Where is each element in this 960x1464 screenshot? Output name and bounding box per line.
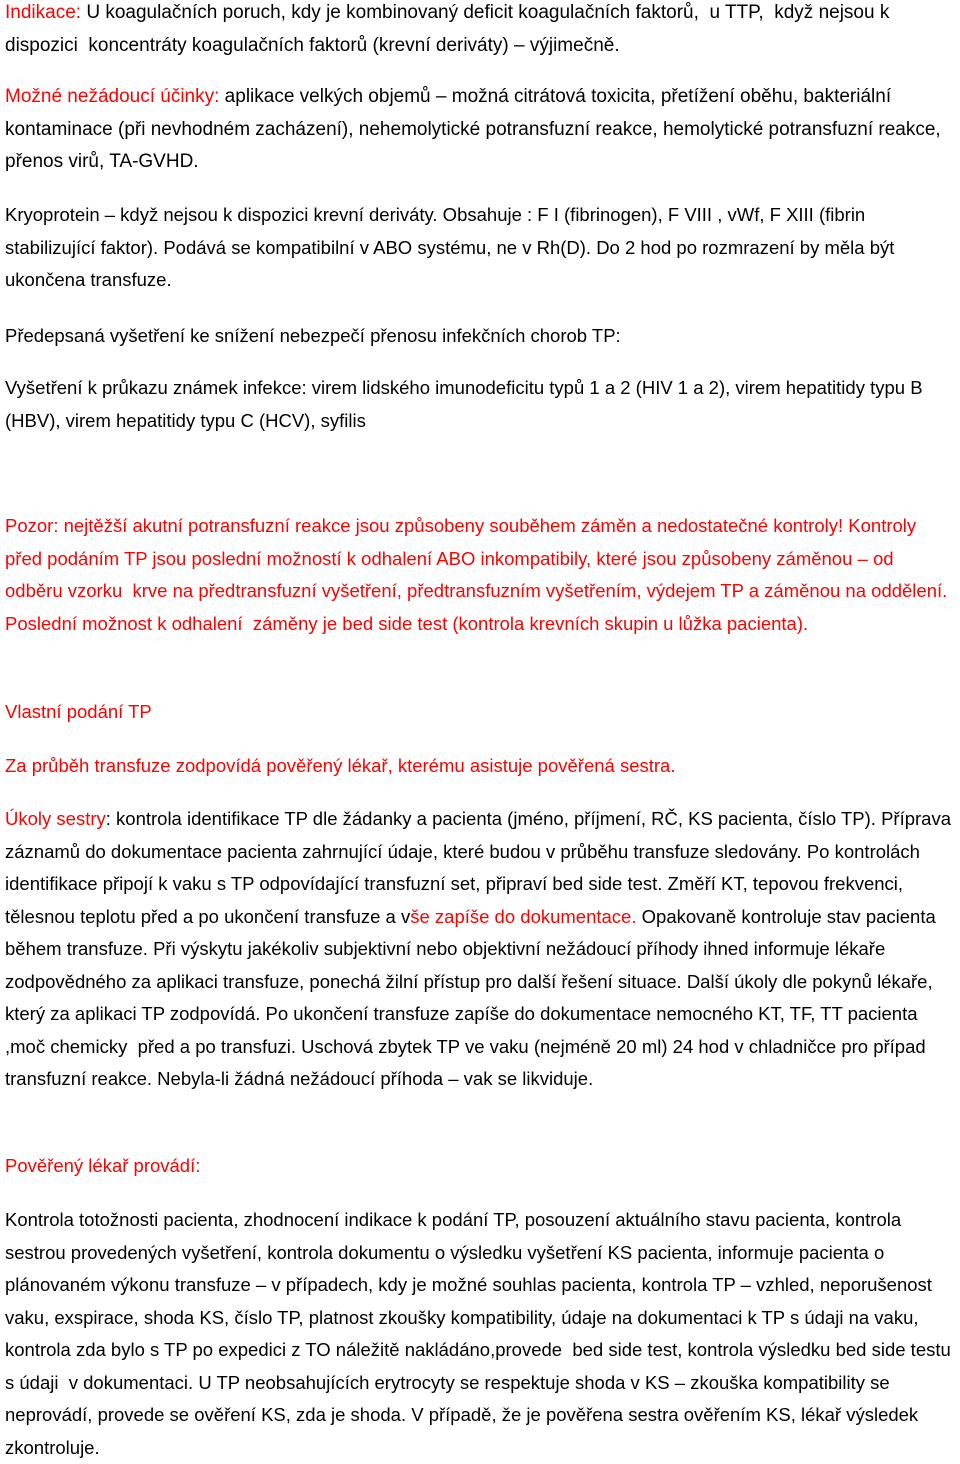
vysetreni-text: Vyšetření k průkazu známek infekce: virem lidského imunodeficitu typů 1 a 2 (HIV 1 a 2), virem hepatitidy typu B (HBV), virem hepatitidy typu C (HCV), syfilis <box>5 377 928 431</box>
heading-vlastni-podani <box>5 696 152 729</box>
kontrola-text: Kontrola totožnosti pacienta, zhodnocení indikace k podání TP, posouzení aktuálního stavu pacienta, kontrola sestrou provedených vyšetření, kontrola dokumentu o výsledku vyšetření KS pacienta, informuje pacienta o plánovaném výkonu transfuze – v případech, kdy je možné souhlas pacienta, kontrola TP – vzhled, neporušenost vaku, exspirace, shoda KS, číslo TP, platnost zkoušky kompatibility, údaje na dokumentaci k TP s údaji na vaku, kontrola zda bylo s TP po expedici z TO náležitě nakládáno,provede bed side test, kontrola výsledku bed side testu s údaji v dokumentaci. U TP neobsahujících erytrocyty se respektuje shoda v KS – zkouška kompatibility se neprovádí, provede se ověření KS, zda je shoda. V případě, že je pověřena sestra ověřením KS, lékař výsledek zkontroluje. <box>5 1209 956 1458</box>
ucinky-label: Možné nežádoucí účinky: <box>5 86 220 107</box>
paragraph-kontrola-lekar <box>5 1204 955 1464</box>
pozor-text: Pozor: nejtěžší akutní potransfuzní reakce jsou způsobeny souběhem záměn a nedostatečné kontroly! Kontroly před podáním TP jsou poslední možností k odhalení ABO inkompatibily, které jsou způsobeny záměnou – od odběru vzorku krve na předtransfuzní vyšetření, předtransfuzním vyšetřením, výdejem TP a záměnou na oddělení. Poslední možnost k odhalení záměny je bed side test (kontrola krevních skupin u lůžka pacienta). <box>5 515 953 634</box>
ukoly-sestry-text-1: : kontrola identifikace TP dle žádanky a pacienta (jméno, příjmení, RČ, KS pacienta, číslo TP). Příprava záznamů do dokumentace pacienta zahrnující údaje, které budou v průběhu transfuze sledovány. Po kontrolách identifikace připojí k vaku s TP odpovídající transfuzní set, připraví bed side test. Změří KT, tepovou frekvenci, tělesnou teplotu před a po ukončení transfuze a v <box>5 808 957 927</box>
ucinky-text: aplikace velkých objemů – možná citrátová toxicita, přetížení oběhu, bakteriální kontaminace (při nevhodném zacházení), nehemolytické potransfuzní reakce, hemolytické potransfuzní reakce, přenos virů, TA-GVHD. <box>5 86 946 172</box>
paragraph-ukoly-sestry <box>5 803 955 1096</box>
vlastni-podani-text: Vlastní podání TP <box>5 701 152 722</box>
indikace-text: U koagulačních poruch, kdy je kombinovaný deficit koagulačních faktorů, u TTP, když nejsou k dispozici koncentráty koagulačních faktorů (krevní deriváty) – výjimečně. <box>5 2 895 56</box>
paragraph-zodpovednost <box>5 750 675 783</box>
predepsana-text: Předepsaná vyšetření ke snížení nebezpečí přenosu infekčních chorob TP: <box>5 325 621 346</box>
paragraph-kryoprotein <box>5 199 955 297</box>
povereny-lekar-text: Pověřený lékař provádí: <box>5 1155 201 1176</box>
indikace-label: Indikace: <box>5 2 82 23</box>
paragraph-indikace <box>5 0 955 62</box>
ukoly-sestry-highlight: še zapíše do dokumentace. <box>410 905 637 927</box>
paragraph-predepsana-vysetreni <box>5 320 621 353</box>
kryoprotein-text: Kryoprotein – když nejsou k dispozici krevní deriváty. Obsahuje : F I (fibrinogen), F VIII , vWf, F XIII (fibrin stabilizující faktor). Podává se kompatibilní v ABO systému, ne v Rh(D). Do 2 hod po rozmrazení by měla být ukončena transfuze. <box>5 204 900 290</box>
heading-povereny-lekar <box>5 1150 200 1183</box>
ukoly-sestry-label: Úkoly sestry <box>5 808 106 829</box>
paragraph-nezadouci-ucinky <box>5 81 955 179</box>
paragraph-vysetreni-infekce <box>5 372 955 437</box>
paragraph-pozor-warning <box>5 510 955 640</box>
za-prubeh-text: Za průběh transfuze zodpovídá pověřený lékař, kterému asistuje pověřená sestra. <box>5 755 676 776</box>
ukoly-sestry-text-2: Opakovaně kontroluje stav pacienta během transfuze. Při výskytu jakékoliv subjektivní nebo objektivní nežádoucí příhody ihned informuje lékaře zodpovědného za aplikaci transfuze, ponechá žilní přístup pro další řešení situace. Další úkoly dle pokynů lékaře, který za aplikaci TP zodpovídá. Po ukončení transfuze zapíše do dokumentace nemocného KT, TF, TT pacienta ,moč chemicky před a po transfuzi. Uschová zbytek TP ve vaku (nejméně 20 ml) 24 hod v chladničce pro případ transfuzní reakce. Nebyla-li žádná nežádoucí příhoda – vak se likviduje. <box>5 905 941 1089</box>
